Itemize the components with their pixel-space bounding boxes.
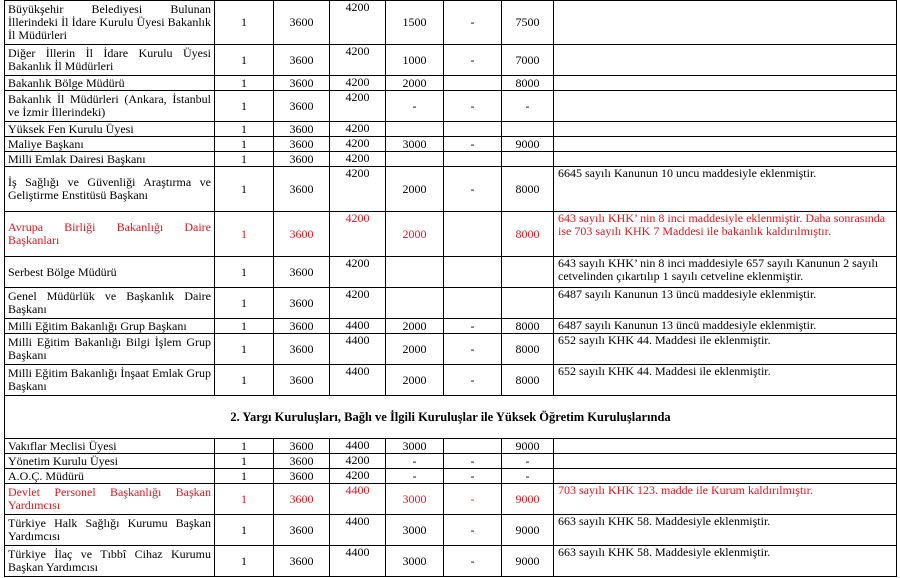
position-title-cell: Milli Eğitim Bakanlığı İnşaat Emlak Grup Başkanı xyxy=(5,365,215,396)
table-row xyxy=(5,334,897,365)
coefficient-cell: 1 xyxy=(215,137,274,152)
indicator-2-cell: 4400 xyxy=(330,515,386,546)
note-cell xyxy=(554,76,897,91)
coefficient-cell: 1 xyxy=(215,365,274,396)
table-row xyxy=(5,167,897,212)
note-cell: 652 sayılı KHK 44. Maddesi ile eklenmiştir. xyxy=(554,334,897,365)
total-cell: 8000 xyxy=(502,167,554,212)
amount-cell xyxy=(386,122,444,137)
position-title-cell: Milli Emlak Dairesi Başkanı xyxy=(5,152,215,167)
indicator-2-cell: 4200 xyxy=(330,76,386,91)
coefficient-cell: 1 xyxy=(215,122,274,137)
amount-cell: - xyxy=(386,454,444,469)
section-heading-row xyxy=(5,396,897,439)
amount-cell: 2000 xyxy=(386,365,444,396)
coefficient-cell: 1 xyxy=(215,515,274,546)
table-row xyxy=(5,319,897,334)
dash-cell xyxy=(444,257,502,288)
note-cell: 643 sayılı KHK’ nin 8 inci maddesiyle 657 sayılı Kanunun 2 sayılı cetvelinden çıkartılıp 1 sayılı cetveline eklenmiştir. xyxy=(554,257,897,288)
table-row xyxy=(5,45,897,76)
note-cell xyxy=(554,439,897,454)
total-cell: - xyxy=(502,469,554,484)
position-title-cell: Avrupa Birliği Bakanlığı Daire Başkanları xyxy=(5,212,215,257)
total-cell: 7000 xyxy=(502,45,554,76)
total-cell: 8000 xyxy=(502,334,554,365)
indicator-2-cell: 4200 xyxy=(330,91,386,122)
coefficient-cell: 1 xyxy=(215,469,274,484)
note-cell xyxy=(554,137,897,152)
table-body-judicial-institutions xyxy=(5,439,897,577)
position-title-cell: Milli Eğitim Bakanlığı Bilgi İşlem Grup Başkanı xyxy=(5,334,215,365)
table-row xyxy=(5,439,897,454)
indicator-2-cell: 4200 xyxy=(330,45,386,76)
amount-cell: 3000 xyxy=(386,439,444,454)
position-title-cell: Yüksek Fen Kurulu Üyesi xyxy=(5,122,215,137)
dash-cell: - xyxy=(444,515,502,546)
dash-cell xyxy=(444,288,502,319)
total-cell: - xyxy=(502,91,554,122)
position-title-cell: A.O.Ç. Müdürü xyxy=(5,469,215,484)
dash-cell: - xyxy=(444,334,502,365)
coefficient-cell: 1 xyxy=(215,257,274,288)
indicator-cell: 3600 xyxy=(274,257,330,288)
note-cell: 663 sayılı KHK 58. Maddesiyle eklenmiştir. xyxy=(554,546,897,577)
indicator-cell: 3600 xyxy=(274,137,330,152)
indicator-2-cell: 4400 xyxy=(330,484,386,515)
indicator-cell: 3600 xyxy=(274,454,330,469)
indicator-cell: 3600 xyxy=(274,152,330,167)
dash-cell xyxy=(444,122,502,137)
indicator-cell: 3600 xyxy=(274,45,330,76)
indicator-2-cell: 4400 xyxy=(330,319,386,334)
coefficient-cell: 1 xyxy=(215,91,274,122)
indicator-2-cell: 4200 xyxy=(330,167,386,212)
total-cell: 9000 xyxy=(502,484,554,515)
indicator-2-cell: 4400 xyxy=(330,546,386,577)
note-cell: 663 sayılı KHK 58. Maddesiyle eklenmiştir. xyxy=(554,515,897,546)
position-title-cell: Genel Müdürlük ve Başkanlık Daire Başkanı xyxy=(5,288,215,319)
indicator-2-cell: 4200 xyxy=(330,152,386,167)
table-row xyxy=(5,484,897,515)
indicator-2-cell: 4200 xyxy=(330,288,386,319)
indicator-cell: 3600 xyxy=(274,212,330,257)
total-cell: 9000 xyxy=(502,439,554,454)
total-cell: 7500 xyxy=(502,1,554,45)
dash-cell xyxy=(444,76,502,91)
table-row xyxy=(5,152,897,167)
position-title-cell: İş Sağlığı ve Güvenliği Araştırma ve Geliştirme Enstitüsü Başkanı xyxy=(5,167,215,212)
note-cell xyxy=(554,91,897,122)
indemnity-table xyxy=(4,0,897,577)
indicator-2-cell: 4200 xyxy=(330,469,386,484)
note-cell: 703 sayılı KHK 123. madde ile Kurum kaldırılmıştır. xyxy=(554,484,897,515)
indicator-2-cell: 4200 xyxy=(330,454,386,469)
position-title-cell: Türkiye Halk Sağlığı Kurumu Başkan Yardımcısı xyxy=(5,515,215,546)
indicator-cell: 3600 xyxy=(274,334,330,365)
table-row xyxy=(5,76,897,91)
note-cell xyxy=(554,1,897,45)
amount-cell: - xyxy=(386,91,444,122)
amount-cell: 3000 xyxy=(386,546,444,577)
indicator-2-cell: 4400 xyxy=(330,365,386,396)
coefficient-cell: 1 xyxy=(215,546,274,577)
amount-cell: 2000 xyxy=(386,334,444,365)
coefficient-cell: 1 xyxy=(215,76,274,91)
note-cell xyxy=(554,469,897,484)
indicator-cell: 3600 xyxy=(274,122,330,137)
table-body-positions xyxy=(5,1,897,396)
position-title-cell: Türkiye İlaç ve Tıbbî Cihaz Kurumu Başkan Yardımcısı xyxy=(5,546,215,577)
indicator-2-cell: 4200 xyxy=(330,212,386,257)
coefficient-cell: 1 xyxy=(215,288,274,319)
coefficient-cell: 1 xyxy=(215,45,274,76)
note-cell: 6487 sayılı Kanunun 13 üncü maddesiyle eklenmiştir. xyxy=(554,319,897,334)
dash-cell: - xyxy=(444,469,502,484)
dash-cell: - xyxy=(444,365,502,396)
dash-cell xyxy=(444,152,502,167)
amount-cell: 1500 xyxy=(386,1,444,45)
table-row xyxy=(5,212,897,257)
coefficient-cell: 1 xyxy=(215,319,274,334)
total-cell xyxy=(502,288,554,319)
note-cell: 643 sayılı KHK’ nin 8 inci maddesiyle eklenmiştir. Daha sonrasında ise 703 sayılı KHK 7 Maddesi ile bakanlık kaldırılmıştır. xyxy=(554,212,897,257)
table-row xyxy=(5,91,897,122)
dash-cell xyxy=(444,212,502,257)
note-cell: 652 sayılı KHK 44. Maddesi ile eklenmiştir. xyxy=(554,365,897,396)
note-cell xyxy=(554,152,897,167)
table-row xyxy=(5,137,897,152)
indicator-cell: 3600 xyxy=(274,319,330,334)
table-row xyxy=(5,257,897,288)
note-cell xyxy=(554,454,897,469)
position-title-cell: Bakanlık İl Müdürleri (Ankara, İstanbul ve İzmir İllerindeki) xyxy=(5,91,215,122)
coefficient-cell: 1 xyxy=(215,212,274,257)
table-row xyxy=(5,365,897,396)
note-cell xyxy=(554,45,897,76)
position-title-cell: Serbest Bölge Müdürü xyxy=(5,257,215,288)
note-cell xyxy=(554,122,897,137)
indicator-cell: 3600 xyxy=(274,515,330,546)
dash-cell: - xyxy=(444,546,502,577)
dash-cell: - xyxy=(444,319,502,334)
amount-cell xyxy=(386,288,444,319)
dash-cell: - xyxy=(444,45,502,76)
amount-cell: 2000 xyxy=(386,212,444,257)
position-title-cell: Devlet Personel Başkanlığı Başkan Yardımcısı xyxy=(5,484,215,515)
amount-cell: 1000 xyxy=(386,45,444,76)
table-row xyxy=(5,288,897,319)
indicator-cell: 3600 xyxy=(274,91,330,122)
total-cell: 9000 xyxy=(502,546,554,577)
total-cell: - xyxy=(502,454,554,469)
dash-cell: - xyxy=(444,484,502,515)
indicator-cell: 3600 xyxy=(274,546,330,577)
indicator-cell: 3600 xyxy=(274,365,330,396)
total-cell xyxy=(502,257,554,288)
position-title-cell: Büyükşehir Belediyesi Bulunan İllerindeki İl İdare Kurulu Üyesi Bakanlık İl Müdürleri xyxy=(5,1,215,45)
indicator-2-cell: 4400 xyxy=(330,334,386,365)
amount-cell: 3000 xyxy=(386,515,444,546)
coefficient-cell: 1 xyxy=(215,439,274,454)
indicator-cell: 3600 xyxy=(274,469,330,484)
indicator-2-cell: 4200 xyxy=(330,122,386,137)
table-row xyxy=(5,454,897,469)
indicator-cell: 3600 xyxy=(274,1,330,45)
position-title-cell: Vakıflar Meclisi Üyesi xyxy=(5,439,215,454)
amount-cell: 2000 xyxy=(386,319,444,334)
indicator-2-cell: 4200 xyxy=(330,1,386,45)
dash-cell: - xyxy=(444,167,502,212)
coefficient-cell: 1 xyxy=(215,152,274,167)
section-heading: 2. Yargı Kuruluşları, Bağlı ve İlgili Kuruluşlar ile Yüksek Öğretim Kuruluşlarında xyxy=(5,396,897,439)
dash-cell: - xyxy=(444,91,502,122)
indicator-2-cell: 4400 xyxy=(330,439,386,454)
dash-cell xyxy=(444,439,502,454)
total-cell: 8000 xyxy=(502,76,554,91)
indicator-cell: 3600 xyxy=(274,439,330,454)
total-cell: 8000 xyxy=(502,365,554,396)
coefficient-cell: 1 xyxy=(215,1,274,45)
position-title-cell: Diğer İllerin İl İdare Kurulu Üyesi Bakanlık İl Müdürleri xyxy=(5,45,215,76)
indicator-cell: 3600 xyxy=(274,76,330,91)
table-row xyxy=(5,122,897,137)
indicator-2-cell: 4200 xyxy=(330,257,386,288)
indicator-cell: 3600 xyxy=(274,484,330,515)
dash-cell: - xyxy=(444,137,502,152)
table-row xyxy=(5,546,897,577)
coefficient-cell: 1 xyxy=(215,454,274,469)
total-cell xyxy=(502,122,554,137)
coefficient-cell: 1 xyxy=(215,167,274,212)
coefficient-cell: 1 xyxy=(215,484,274,515)
position-title-cell: Maliye Başkanı xyxy=(5,137,215,152)
amount-cell: 2000 xyxy=(386,76,444,91)
total-cell: 8000 xyxy=(502,212,554,257)
coefficient-cell: 1 xyxy=(215,334,274,365)
amount-cell: 2000 xyxy=(386,167,444,212)
dash-cell: - xyxy=(444,1,502,45)
amount-cell: - xyxy=(386,469,444,484)
indicator-cell: 3600 xyxy=(274,288,330,319)
amount-cell: 3000 xyxy=(386,137,444,152)
total-cell: 8000 xyxy=(502,319,554,334)
total-cell: 9000 xyxy=(502,137,554,152)
indicator-2-cell: 4200 xyxy=(330,137,386,152)
amount-cell xyxy=(386,152,444,167)
amount-cell xyxy=(386,257,444,288)
table-row xyxy=(5,469,897,484)
dash-cell: - xyxy=(444,454,502,469)
total-cell: 9000 xyxy=(502,515,554,546)
position-title-cell: Milli Eğitim Bakanlığı Grup Başkanı xyxy=(5,319,215,334)
amount-cell: 3000 xyxy=(386,484,444,515)
note-cell: 6645 sayılı Kanunun 10 uncu maddesiyle eklenmiştir. xyxy=(554,167,897,212)
note-cell: 6487 sayılı Kanunun 13 üncü maddesiyle eklenmiştir. xyxy=(554,288,897,319)
table-row xyxy=(5,515,897,546)
total-cell xyxy=(502,152,554,167)
table-row xyxy=(5,1,897,45)
position-title-cell: Yönetim Kurulu Üyesi xyxy=(5,454,215,469)
position-title-cell: Bakanlık Bölge Müdürü xyxy=(5,76,215,91)
indicator-cell: 3600 xyxy=(274,167,330,212)
